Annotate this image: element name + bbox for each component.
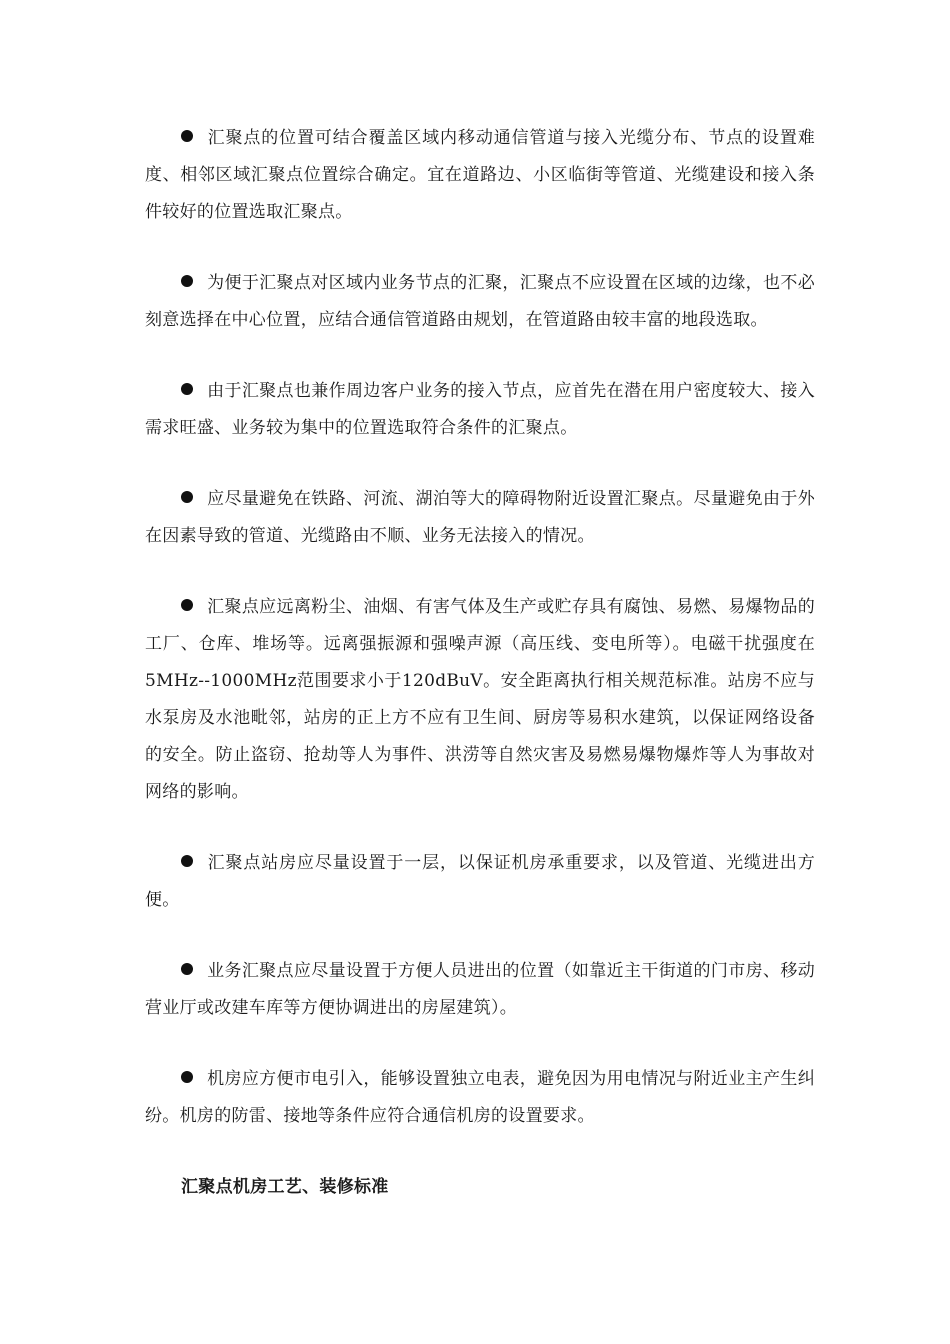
paragraph-text: 为便于汇聚点对区域内业务节点的汇聚，汇聚点不应设置在区域的边缘，也不必刻意选择在中心位置，应结合通信管道路由规划，在管道路由较丰富的地段选取。 bbox=[145, 273, 815, 330]
section-heading: 汇聚点机房工艺、装修标准 bbox=[181, 1177, 389, 1197]
bullet-paragraph-3 bbox=[145, 373, 815, 447]
bullet-paragraph-8 bbox=[145, 1061, 815, 1135]
paragraph-text: 汇聚点站房应尽量设置于一层，以保证机房承重要求，以及管道、光缆进出方便。 bbox=[145, 853, 815, 910]
paragraph-text: 机房应方便市电引入，能够设置独立电表，避免因为用电情况与附近业主产生纠纷。机房的防雷、接地等条件应符合通信机房的设置要求。 bbox=[145, 1069, 815, 1126]
document-body bbox=[145, 120, 815, 1206]
paragraph-text: 由于汇聚点也兼作周边客户业务的接入节点，应首先在潜在用户密度较大、接入需求旺盛、业务较为集中的位置选取符合条件的汇聚点。 bbox=[145, 381, 815, 438]
bullet-icon bbox=[181, 491, 193, 503]
bullet-paragraph-7 bbox=[145, 953, 815, 1027]
bullet-paragraph-4 bbox=[145, 481, 815, 555]
bullet-paragraph-1 bbox=[145, 120, 815, 231]
paragraph-text: 业务汇聚点应尽量设置于方便人员进出的位置（如靠近主干街道的门市房、移动营业厅或改建车库等方便协调进出的房屋建筑）。 bbox=[145, 961, 815, 1018]
bullet-icon bbox=[181, 383, 193, 395]
paragraph-text: 应尽量避免在铁路、河流、湖泊等大的障碍物附近设置汇聚点。尽量避免由于外在因素导致的管道、光缆路由不顺、业务无法接入的情况。 bbox=[145, 489, 815, 546]
bullet-icon bbox=[181, 599, 193, 611]
bullet-icon bbox=[181, 130, 193, 142]
bullet-paragraph-2 bbox=[145, 265, 815, 339]
bullet-paragraph-6 bbox=[145, 845, 815, 919]
bullet-icon bbox=[181, 275, 193, 287]
bullet-icon bbox=[181, 1071, 193, 1083]
bullet-paragraph-5 bbox=[145, 589, 815, 811]
bullet-icon bbox=[181, 855, 193, 867]
paragraph-text: 汇聚点应远离粉尘、油烟、有害气体及生产或贮存具有腐蚀、易燃、易爆物品的工厂、仓库、堆场等。远离强振源和强噪声源（高压线、变电所等）。电磁干扰强度在5MHz--1000MHz范围要求小于120dBuV。安全距离执行相关规范标准。站房不应与水泵房及水池毗邻，站房的正上方不应有卫生间、厨房等易积水建筑，以保证网络设备的安全。防止盗窃、抢劫等人为事件、洪涝等自然灾害及易燃易爆物爆炸等人为事故对网络的影响。 bbox=[145, 597, 815, 802]
paragraph-text: 汇聚点的位置可结合覆盖区域内移动通信管道与接入光缆分布、节点的设置难度、相邻区域汇聚点位置综合确定。宜在道路边、小区临街等管道、光缆建设和接入条件较好的位置选取汇聚点。 bbox=[145, 128, 815, 222]
bullet-icon bbox=[181, 963, 193, 975]
